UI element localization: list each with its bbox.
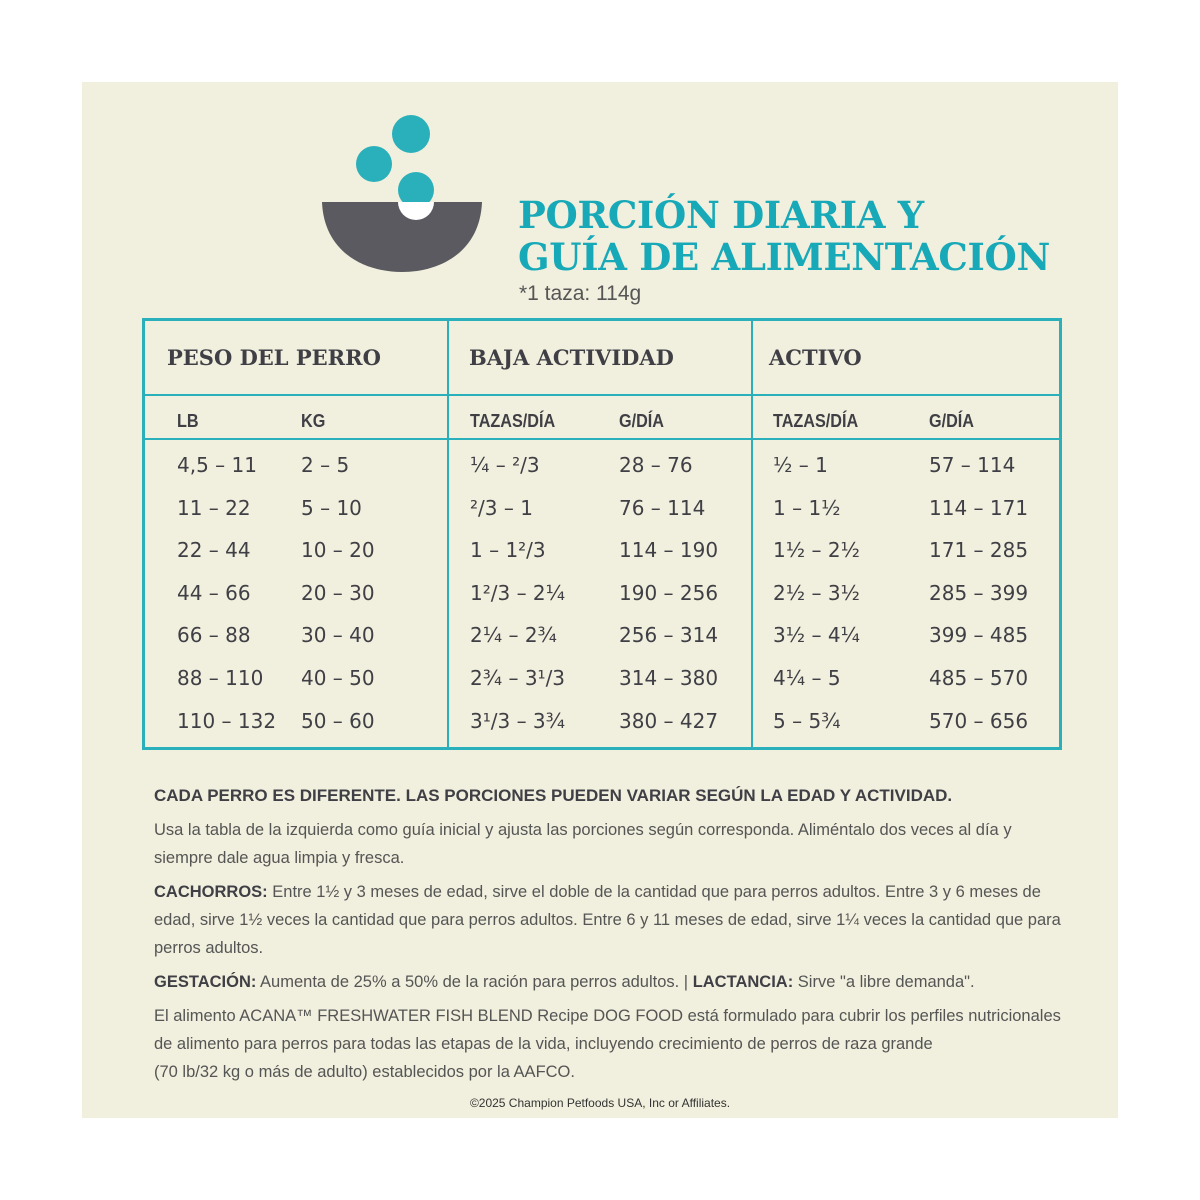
notes-general: Usa la tabla de la izquierda como guía inicial y ajusta las porciones según corresponda. Aliméntalo dos veces al día y siempre dale agua limpia y fresca. [154,821,1012,867]
table-cell: 570 – 656 [929,708,1029,733]
aafco-line-1: El alimento ACANA™ FRESHWATER FISH BLEND Recipe DOG FOOD está formulado para cubrir los perfiles nutricionales [154,1007,1061,1025]
table-cell: 2½ – 3½ [773,580,860,605]
table-cell: 20 – 30 [301,580,375,605]
divider [145,438,1059,440]
cup-measure-note: *1 taza: 114g [519,282,642,305]
divider [751,321,753,747]
table-cell: ¼ – ²/3 [470,453,540,477]
table-cell: 114 – 171 [929,495,1029,520]
table-cell: 2¼ – 2¾ [470,623,557,648]
table-cell: 1½ – 2½ [773,538,860,563]
table-cell: 171 – 285 [929,538,1029,563]
table-cell: ²/3 – 1 [470,495,533,520]
puppies-label: CACHORROS: [154,883,268,901]
group-header-weight: PESO DEL PERRO [167,345,381,370]
table-cell: 110 – 132 [177,708,277,733]
table-cell: 3¹/3 – 3¾ [470,708,566,733]
title-line-1: PORCIÓN DIARIA Y [518,193,924,237]
subheader-kg: KG [301,411,326,431]
bowl-with-kibble-icon [322,112,482,272]
table-cell: 5 – 5¾ [773,708,841,733]
aafco-line-2: de alimento para perros para todas las etapas de la vida, incluyendo crecimiento de perros de raza grande [154,1035,933,1053]
table-cell: ½ – 1 [773,453,828,477]
subheader-grams-low: G/DÍA [619,411,665,431]
table-cell: 28 – 76 [619,453,693,477]
table-cell: 57 – 114 [929,453,1016,477]
table-cell: 11 – 22 [177,495,251,520]
gestation-label: GESTACIÓN: [154,973,257,991]
subheader-cups-active: TAZAS/DÍA [773,411,859,431]
table-cell: 1 – 1²/3 [470,538,546,563]
table-cell: 44 – 66 [177,580,251,605]
table-cell: 50 – 60 [301,708,375,733]
table-cell: 114 – 190 [619,538,719,563]
table-cell: 285 – 399 [929,580,1029,605]
copyright: ©2025 Champion Petfoods USA, Inc or Affiliates. [469,1096,731,1110]
notes-puppies [154,878,1074,962]
lactation-text: Sirve "a libre demanda". [793,973,975,991]
table-cell: 88 – 110 [177,666,264,690]
table-cell: 2¾ – 3¹/3 [470,666,566,690]
table-cell: 1²/3 – 2¼ [470,580,566,605]
subheader-cups-low: TAZAS/DÍA [470,411,556,431]
table-cell: 190 – 256 [619,580,719,605]
group-header-low-activity: BAJA ACTIVIDAD [469,345,674,370]
divider [447,321,449,747]
table-cell: 399 – 485 [929,623,1029,648]
table-cell: 76 – 114 [619,495,706,520]
notes-lead: CADA PERRO ES DIFERENTE. LAS PORCIONES PUEDEN VARIAR SEGÚN LA EDAD Y ACTIVIDAD. [154,786,953,805]
feeding-notes [154,782,1074,1092]
group-header-active: ACTIVO [769,345,862,370]
title-line-2: GUÍA DE ALIMENTACIÓN [518,235,1050,279]
feeding-table [142,318,1062,750]
table-cell: 66 – 88 [177,623,251,648]
table-cell: 380 – 427 [619,708,719,733]
notes-gestation-lactation [154,968,1074,996]
table-cell: 256 – 314 [619,623,719,648]
page-title [518,194,1050,278]
table-cell: 3½ – 4¼ [773,623,860,648]
subheader-lb: LB [177,411,199,431]
aafco-line-3: (70 lb/32 kg o más de adulto) establecidos por la AAFCO. [154,1063,575,1081]
table-cell: 1 – 1½ [773,495,841,520]
notes-aafco [154,1002,1074,1086]
divider [145,394,1059,396]
table-cell: 485 – 570 [929,666,1029,690]
feeding-guide-panel [82,82,1118,1118]
table-cell: 10 – 20 [301,538,375,563]
gestation-text: Aumenta de 25% a 50% de la ración para perros adultos. | [256,973,693,991]
lactation-label: LACTANCIA: [692,973,794,991]
table-cell: 22 – 44 [177,538,251,563]
table-cell: 5 – 10 [301,495,362,520]
subheader-grams-active: G/DÍA [929,411,975,431]
table-cell: 40 – 50 [301,666,375,690]
puppies-text: Entre 1½ y 3 meses de edad, sirve el doble de la cantidad que para perros adultos. Entre 3 y 6 meses de edad, sirve 1½ veces la cantidad que para perros adultos. Entre 6 y 11 meses de edad, sirve 1¼ veces la cantidad que para perros adultos. [154,883,1061,957]
table-cell: 30 – 40 [301,623,375,648]
table-cell: 4¼ – 5 [773,666,841,690]
table-cell: 314 – 380 [619,666,719,690]
table-cell: 4,5 – 11 [177,453,257,477]
table-cell: 2 – 5 [301,453,350,477]
